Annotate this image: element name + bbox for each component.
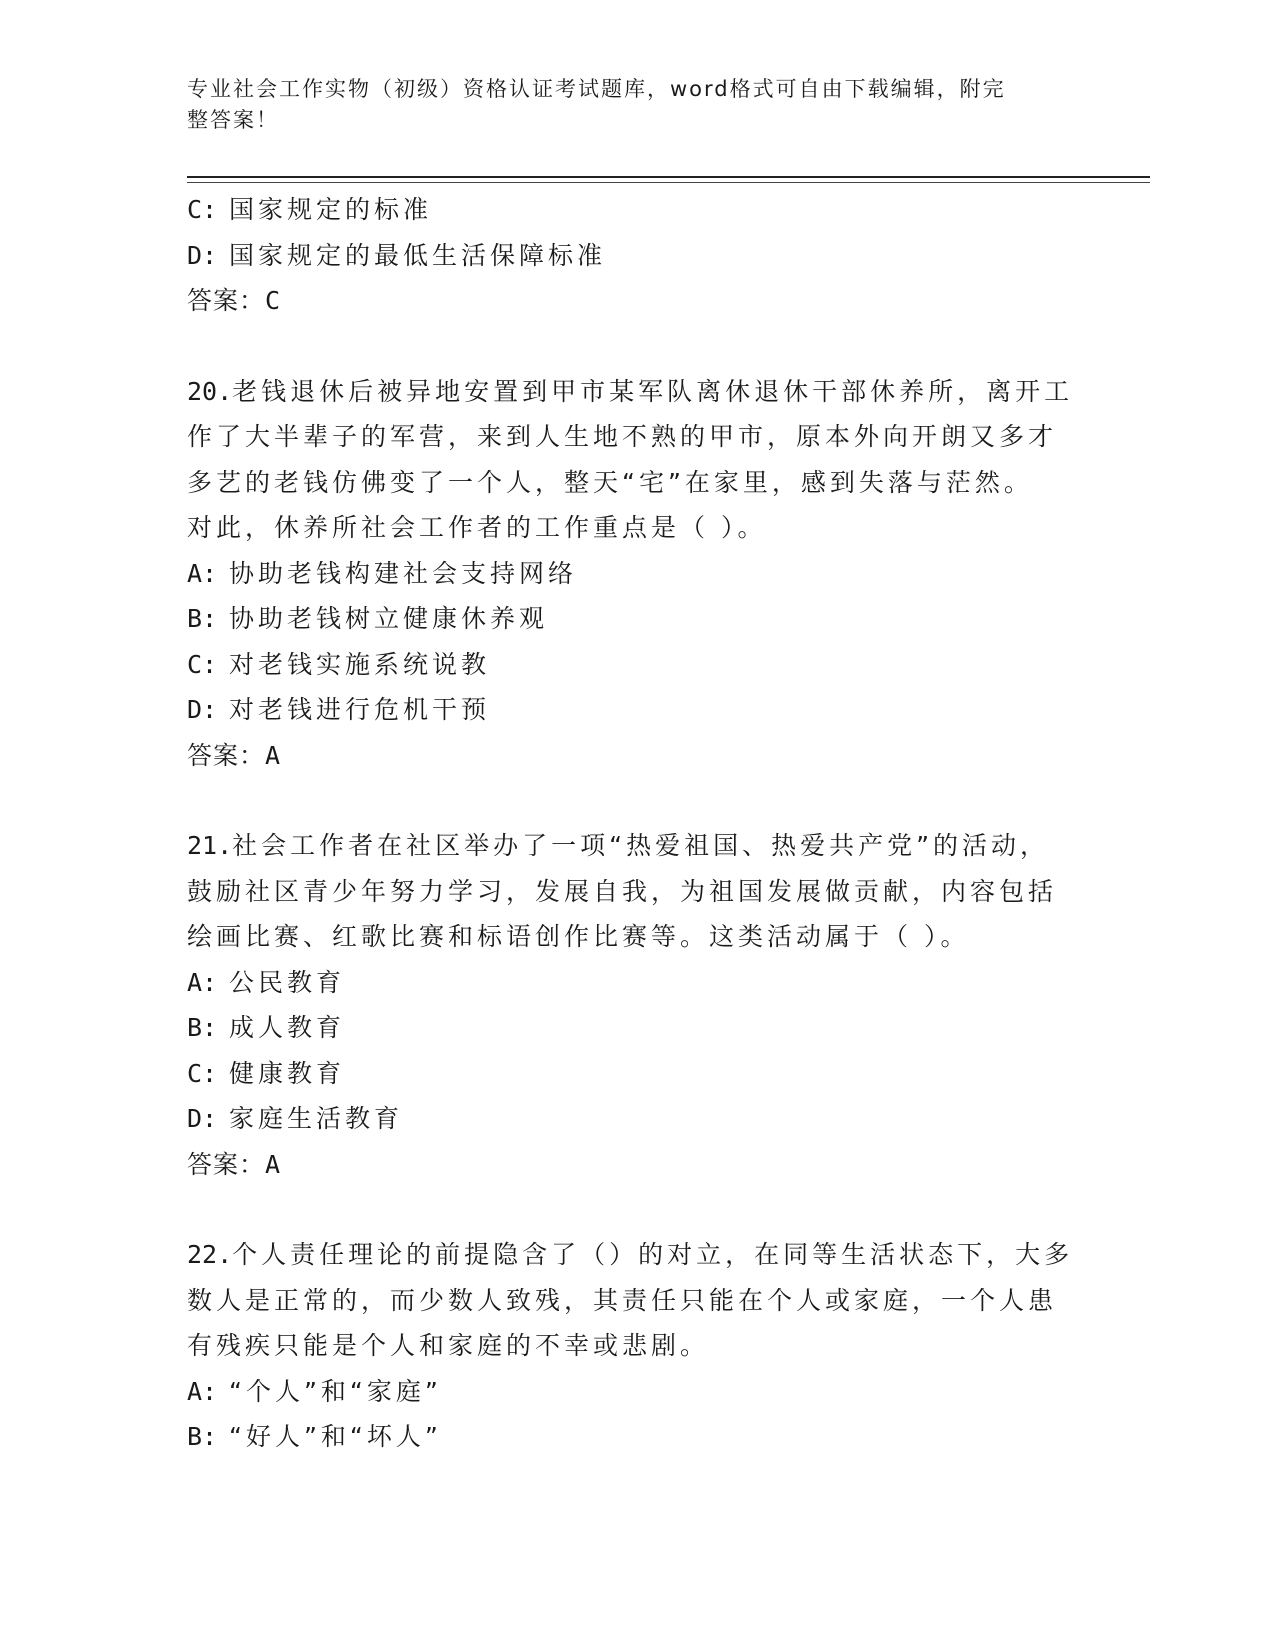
question-stem-line: 有残疾只能是个人和家庭的不幸或悲剧。 <box>187 1331 710 1360</box>
answer-line: 答案：C <box>187 286 282 315</box>
answer-line: 答案：A <box>187 740 282 770</box>
question-stem-line: 20.老钱退休后被异地安置到甲市某军队离休退休干部休养所，离开工 <box>187 376 1074 406</box>
option-a: A: 协助老钱构建社会支持网络 <box>187 558 578 588</box>
question-stem-line: 多艺的老钱仿佛变了一个人，整天“宅”在家里，感到失落与茫然。 <box>187 467 1033 497</box>
document-header <box>187 74 1067 136</box>
question-stem-line: 数人是正常的，而少数人致残，其责任只能在个人或家庭，一个人患 <box>187 1285 1058 1315</box>
question-stem-line: 22.个人责任理论的前提隐含了（）的对立，在同等生活状态下，大多 <box>187 1240 1074 1269</box>
question-20 <box>187 369 1087 779</box>
header-line-2: 整答案！ <box>187 108 279 132</box>
question-stem-line: 对此，休养所社会工作者的工作重点是（ ）。 <box>187 513 767 542</box>
option-a: A: 公民教育 <box>187 967 346 997</box>
option-c: C: 健康教育 <box>187 1058 346 1088</box>
option-d: D: 国家规定的最低生活保障标准 <box>187 240 607 270</box>
option-d: D: 对老钱进行危机干预 <box>187 695 491 724</box>
header-divider-thin <box>187 182 1150 183</box>
option-b: B: 成人教育 <box>187 1013 346 1042</box>
question-stem-line: 鼓励社区青少年努力学习，发展自我，为祖国发展做贡献，内容包括 <box>187 876 1058 906</box>
option-a: A: “个人”和“家庭” <box>187 1376 442 1406</box>
question-stem-line: 作了大半辈子的军营，来到人生地不熟的甲市，原本外向开朗又多才 <box>187 422 1058 451</box>
question-19-tail <box>187 187 1087 324</box>
option-c: C: 对老钱实施系统说教 <box>187 649 491 679</box>
option-c: C: 国家规定的标准 <box>187 195 433 224</box>
spacer <box>187 324 1087 369</box>
question-stem-line: 21.社会工作者在社区举办了一项“热爱祖国、热爱共产党”的活动， <box>187 831 1050 860</box>
answer-line: 答案：A <box>187 1149 282 1179</box>
option-b: B: 协助老钱树立健康休养观 <box>187 604 549 633</box>
option-d: D: 家庭生活教育 <box>187 1104 404 1133</box>
spacer <box>187 1187 1087 1232</box>
header-divider-thick <box>187 176 1150 178</box>
question-22 <box>187 1232 1087 1460</box>
question-21 <box>187 823 1087 1187</box>
spacer <box>187 778 1087 823</box>
option-b: B: “好人”和“坏人” <box>187 1422 442 1451</box>
question-content <box>187 187 1087 1460</box>
header-line-1: 专业社会工作实物（初级）资格认证考试题库，word格式可自由下载编辑，附完 <box>187 77 1006 101</box>
question-stem-line: 绘画比赛、红歌比赛和标语创作比赛等。这类活动属于（ ）。 <box>187 922 970 951</box>
